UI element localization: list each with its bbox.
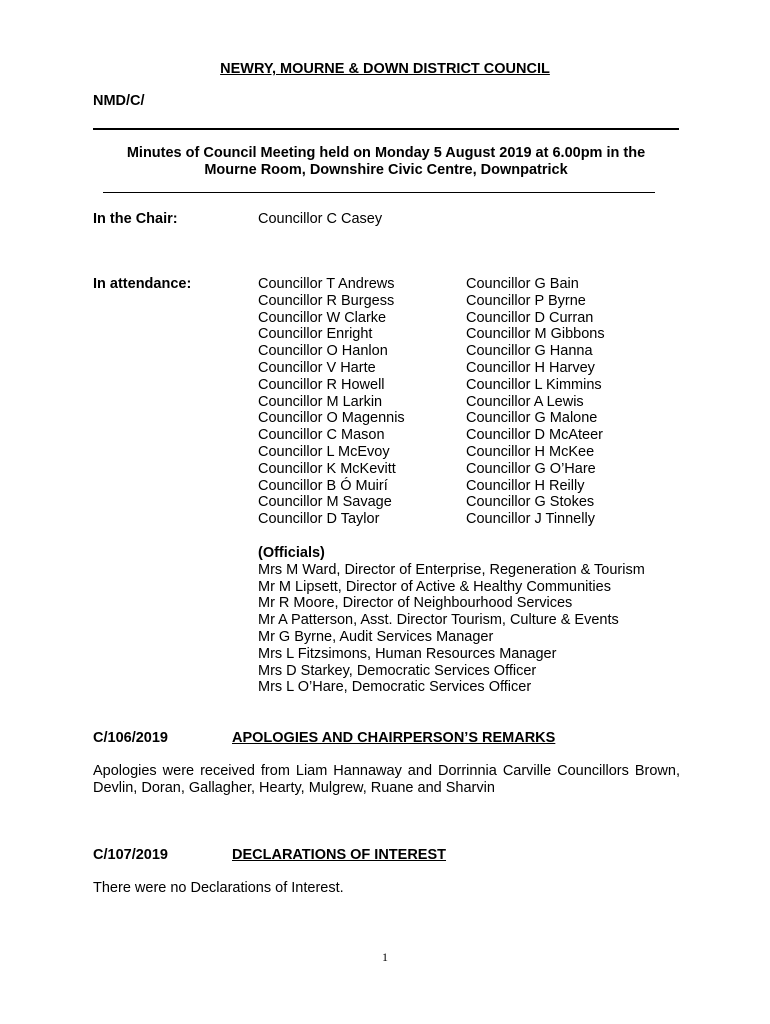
attendee: Councillor A Lewis — [466, 393, 584, 410]
item-number: C/106/2019 — [93, 730, 168, 746]
attendee: Councillor J Tinnelly — [466, 511, 595, 528]
divider-rule — [93, 128, 679, 130]
item-text: Apologies were received from Liam Hannaway and Dorrinnia Carville Councillors Brown, Devlin, Doran, Gallagher, Hearty, Mulgrew, Ruane and Sharvin — [93, 763, 680, 796]
item-title: DECLARATIONS OF INTEREST — [232, 847, 447, 863]
attendee: Councillor V Harte — [258, 359, 376, 376]
attendee: Councillor D Taylor — [258, 511, 380, 528]
item-title: APOLOGIES AND CHAIRPERSON’S REMARKS — [232, 730, 556, 746]
divider-rule-thin — [103, 192, 655, 193]
attendee: Councillor G Bain — [466, 276, 579, 292]
attendee: Councillor M Larkin — [258, 393, 383, 410]
attendee: Councillor G Hanna — [466, 343, 593, 360]
attendee: Councillor R Burgess — [258, 292, 395, 309]
attendee: Councillor Enright — [258, 326, 373, 343]
attendee: Councillor G Stokes — [466, 494, 595, 511]
attendee: Councillor L Kimmins — [466, 376, 602, 393]
official: Mrs L O’Hare, Democratic Services Officer — [258, 679, 532, 696]
minutes-heading-line-2: Mourne Room, Downshire Civic Centre, Downpatrick — [204, 162, 568, 178]
attendance-label: In attendance: — [93, 276, 192, 292]
attendee: Councillor O Magennis — [258, 410, 405, 427]
page-number: 1 — [382, 950, 388, 964]
official: Mr M Lipsett, Director of Active & Healthy Communities — [258, 578, 611, 595]
officials-heading: (Officials) — [258, 545, 325, 561]
attendee: Councillor D Curran — [466, 309, 594, 326]
official: Mr R Moore, Director of Neighbourhood Services — [258, 595, 573, 612]
official: Mrs L Fitzsimons, Human Resources Manager — [258, 645, 557, 662]
attendee: Councillor T Andrews — [258, 276, 395, 292]
attendee: Councillor H Harvey — [466, 359, 595, 376]
attendee: Councillor B Ó Muirí — [258, 477, 388, 494]
official: Mrs M Ward, Director of Enterprise, Regeneration & Tourism — [258, 561, 645, 578]
reference-number: NMD/C/ — [93, 93, 145, 109]
attendee: Councillor W Clarke — [258, 309, 387, 326]
attendee: Councillor C Mason — [258, 427, 385, 444]
attendee: Councillor G O’Hare — [466, 460, 596, 477]
attendee: Councillor M Gibbons — [466, 326, 605, 343]
attendance-column-1 — [258, 276, 405, 528]
attendee: Councillor H Reilly — [466, 477, 585, 494]
attendee: Councillor H McKee — [466, 443, 595, 460]
official: Mr G Byrne, Audit Services Manager — [258, 628, 494, 645]
minutes-heading — [93, 145, 679, 179]
document-title: NEWRY, MOURNE & DOWN DISTRICT COUNCIL — [220, 61, 550, 77]
attendee: Councillor G Malone — [466, 410, 598, 427]
attendee: Councillor O Hanlon — [258, 343, 388, 360]
item-number: C/107/2019 — [93, 847, 168, 863]
officials-list — [258, 545, 645, 696]
attendee: Councillor L McEvoy — [258, 443, 390, 460]
item-text: There were no Declarations of Interest. — [93, 880, 344, 896]
chair-label: In the Chair: — [93, 211, 178, 227]
attendee: Councillor K McKevitt — [258, 460, 396, 477]
official: Mr A Patterson, Asst. Director Tourism, Culture & Events — [258, 612, 619, 629]
attendee: Councillor D McAteer — [466, 427, 603, 444]
attendee: Councillor R Howell — [258, 376, 385, 393]
attendee: Councillor M Savage — [258, 494, 392, 511]
chair-name: Councillor C Casey — [258, 211, 383, 227]
minutes-heading-line-1: Minutes of Council Meeting held on Monday 5 August 2019 at 6.00pm in the — [126, 145, 646, 161]
attendee: Councillor P Byrne — [466, 292, 586, 309]
official: Mrs D Starkey, Democratic Services Officer — [258, 662, 537, 679]
attendance-column-2 — [466, 276, 605, 528]
